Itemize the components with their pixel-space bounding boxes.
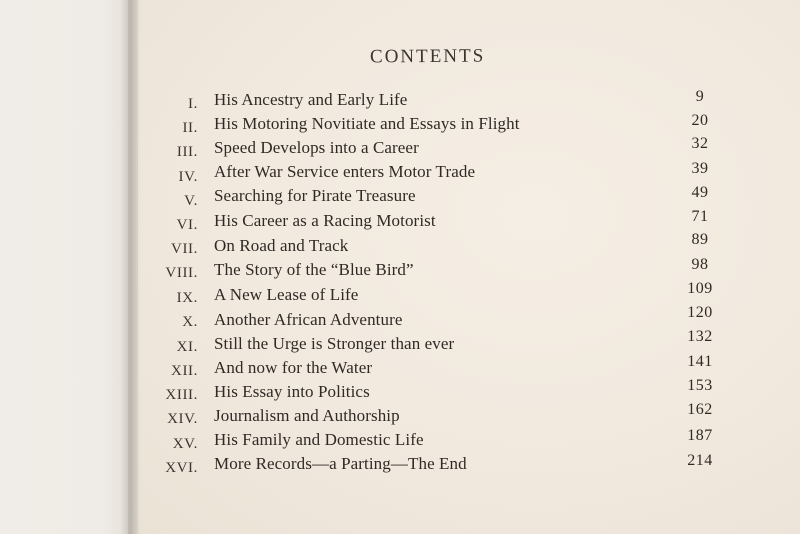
chapter-title: Journalism and Authorship (214, 406, 400, 425)
chapter-title: On Road and Track (214, 236, 349, 255)
chapter-title: Another African Adventure (214, 310, 403, 329)
chapter-numeral: XIV. (167, 411, 198, 427)
chapter-page-number: 9 (695, 88, 705, 105)
chapter-title: His Career as a Racing Motorist (214, 211, 436, 230)
chapter-page-number: 187 (687, 427, 713, 444)
chapter-title: His Ancestry and Early Life (214, 90, 408, 109)
chapter-numeral: IV. (178, 169, 198, 185)
chapter-title: Searching for Pirate Treasure (214, 186, 416, 205)
chapter-title: After War Service enters Motor Trade (214, 162, 476, 181)
chapter-title: His Family and Domestic Life (214, 430, 424, 449)
chapter-page-number: 132 (687, 328, 713, 345)
chapter-numeral: VII. (171, 241, 198, 257)
chapter-numeral: I. (188, 96, 198, 112)
chapter-page-number: 109 (687, 280, 713, 297)
chapter-title: A New Lease of Life (214, 285, 359, 304)
chapter-title: The Story of the “Blue Bird” (214, 260, 414, 279)
chapter-title: Still the Urge is Stronger than ever (214, 334, 455, 353)
chapter-title: More Records—a Parting—The End (214, 454, 467, 473)
chapter-numeral: II. (182, 120, 198, 136)
chapter-title: His Essay into Politics (214, 382, 370, 401)
chapter-page-number: 214 (687, 452, 713, 469)
chapter-page-number: 71 (691, 208, 709, 225)
chapter-numeral: XII. (171, 363, 198, 379)
chapter-page-number: 141 (687, 353, 713, 370)
chapter-page-number: 20 (691, 112, 709, 129)
chapter-numeral: V. (184, 193, 198, 209)
chapter-numeral: VI. (176, 217, 198, 233)
chapter-page-number: 49 (691, 184, 709, 201)
chapter-page-number: 89 (691, 231, 709, 248)
chapter-title: His Motoring Novitiate and Essays in Flight (214, 114, 520, 133)
chapter-numeral: III. (176, 144, 198, 160)
chapter-page-number: 98 (691, 256, 709, 273)
chapter-numeral: XVI. (165, 460, 198, 476)
chapter-page-number: 162 (687, 401, 713, 418)
contents-heading: CONTENTS (369, 45, 486, 68)
chapter-title: And now for the Water (214, 358, 373, 377)
chapter-numeral: XIII. (165, 387, 198, 403)
chapter-page-number: 120 (687, 304, 713, 321)
chapter-page-number: 32 (691, 135, 709, 152)
chapter-numeral: VIII. (165, 265, 198, 281)
chapter-page-number: 39 (691, 160, 709, 177)
chapter-page-number: 153 (687, 377, 713, 394)
chapter-numeral: XI. (176, 339, 198, 355)
chapter-numeral: IX. (176, 290, 198, 306)
chapter-numeral: XV. (172, 436, 198, 452)
chapter-title: Speed Develops into a Career (214, 138, 419, 157)
chapter-numeral: X. (182, 314, 198, 330)
